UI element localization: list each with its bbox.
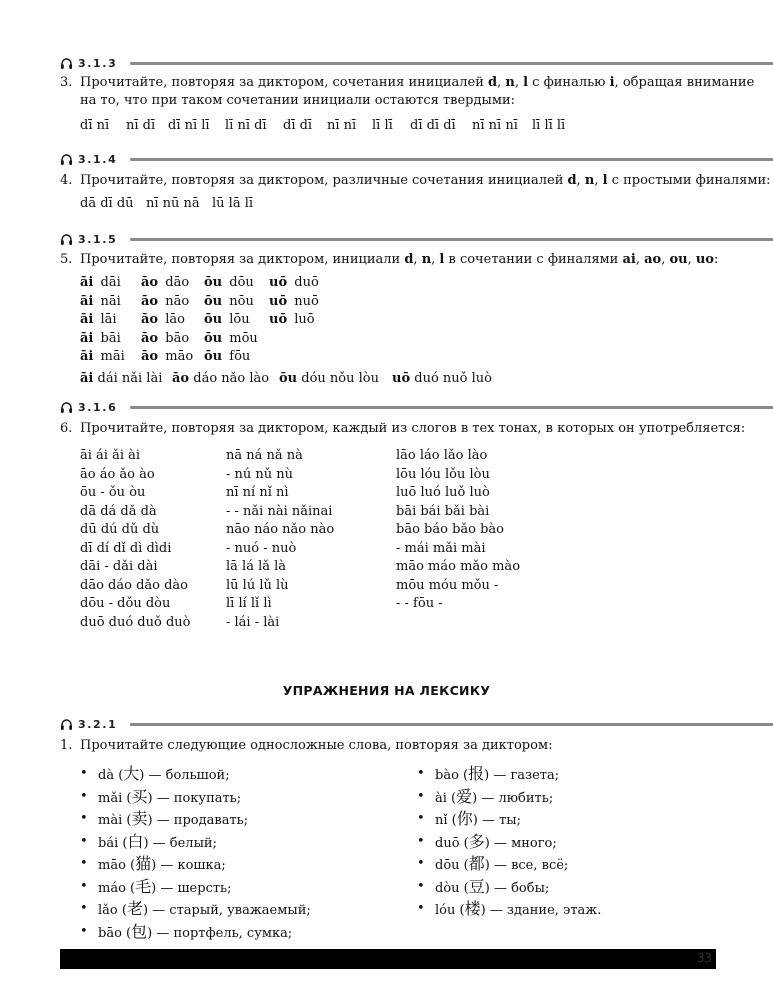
syllable: dī nī (80, 118, 110, 133)
tones-column-3: lāo láo lǎo lào lōu lóu lǒu lòu luō luó luǒ luò bāi bái bǎi bài bāo báo bǎo bào - mái mǎi mài māo máo mǎo mào mōu móu mǒu - - - fōu - (396, 448, 521, 611)
instruction-3: 3. Прочитайте, повторяя за диктором, сочетания инициалей d, n, l с финалью i, обращая внимание на то, что при таком сочетании инициали остаются твердыми: (60, 75, 755, 108)
syllable: nī dī (126, 118, 156, 133)
syllable: nī nī nī (472, 118, 518, 133)
section-rule (130, 406, 773, 409)
syllable: dī dī dī (410, 118, 456, 133)
exercise-number: 4. (60, 173, 73, 188)
tones-column-1: āi ái ǎi ài āo áo ǎo ào ōu - ǒu òu dā dá dǎ dà dū dú dǔ dù dī dí dǐ dì dìdi dāi - dǎi dài dāo dáo dǎo dào dōu - dǒu dòu duō duó duǒ duò (80, 448, 191, 630)
instruction-4: 4. Прочитайте, повторяя за диктором, различные сочетания инициалей d, n, l с простыми финалями: (60, 173, 771, 188)
list-item: • duō (多) — много; (417, 832, 601, 855)
finals-table-ou: ōu dōu ōu nōu ōu lōu ōu mōu ōu fōu (204, 275, 258, 364)
list-item: • ài (爱) — любить; (417, 787, 601, 810)
finals-table-uo: uō duō uō nuō uō luō (269, 275, 319, 327)
vocab-list-left (80, 764, 311, 944)
finals-summary-row: āi dái nǎi lài āo dáo nǎo lào ōu dóu nǒu lòu uō duó nuǒ luò (80, 371, 492, 386)
section-header-3-1-5 (60, 231, 117, 247)
section-header-3-1-4 (60, 151, 117, 167)
syllable: dā dī dū (80, 196, 134, 211)
list-item: • lǎo (老) — старый, уважаемый; (80, 899, 311, 922)
instruction-6: 6. Прочитайте, повторяя за диктором, каждый из слогов в тех тонах, в которых он употребляется: (60, 421, 746, 436)
syllable: dī dī (283, 118, 313, 133)
section-number: 3.1.5 (78, 232, 118, 246)
section-rule (130, 723, 773, 726)
list-item: • nǐ (你) — ты; (417, 809, 601, 832)
instruction-vocab: 1. Прочитайте следующие односложные слова, повторяя за диктором: (60, 738, 553, 753)
section-header-3-2-1 (60, 716, 117, 732)
syllable: dī nī lī (168, 118, 210, 133)
syllable: nī nū nā (146, 196, 200, 211)
syllable: lī nī dī (225, 118, 267, 133)
finals-table-ai: āi dāi āi nāi āi lāi āi bāi āi māi (80, 275, 125, 364)
tones-column-2: nā ná nǎ nà - nú nǔ nù nī ní nǐ nì - - nǎi nài nǎinai nāo náo nǎo nào - nuó - nuò lā lá lǎ là lū lú lǔ lù lī lí lǐ lì - lái - lài (226, 448, 335, 630)
list-item: • lóu (楼) — здание, этаж. (417, 899, 601, 922)
section-header-3-1-6 (60, 399, 117, 415)
footer-bar (60, 949, 716, 969)
vocab-heading: УПРАЖНЕНИЯ НА ЛЕКСИКУ (282, 683, 491, 698)
syllable: lī lī (372, 118, 393, 133)
section-number: 3.1.4 (78, 152, 118, 166)
section-number: 3.1.3 (78, 56, 118, 70)
section-rule (130, 158, 773, 161)
section-rule (130, 62, 773, 65)
syllable: lū lā lī (212, 196, 254, 211)
list-item: • mài (卖) — продавать; (80, 809, 311, 832)
list-item: • mǎi (买) — покупать; (80, 787, 311, 810)
section-number: 3.1.6 (78, 400, 118, 414)
vocab-list-right (417, 764, 601, 922)
exercise-number: 3. (60, 75, 73, 90)
list-item: • dà (大) — большой; (80, 764, 311, 787)
list-item: • māo (猫) — кошка; (80, 854, 311, 877)
syllable: nī nī (327, 118, 357, 133)
list-item: • dòu (豆) — бобы; (417, 877, 601, 900)
page-number: 33 (696, 951, 712, 965)
syllable-row (80, 196, 253, 211)
list-item: • bāo (包) — портфель, сумка; (80, 922, 311, 945)
headphones-icon[interactable] (60, 233, 73, 246)
headphones-icon[interactable] (60, 401, 73, 414)
exercise-number: 5. (60, 252, 73, 267)
headphones-icon[interactable] (60, 153, 73, 166)
list-item: • bái (白) — белый; (80, 832, 311, 855)
section-rule (130, 238, 773, 241)
list-item: • bào (报) — газета; (417, 764, 601, 787)
list-item: • dōu (都) — все, всё; (417, 854, 601, 877)
syllable: lī lī lī (532, 118, 566, 133)
headphones-icon[interactable] (60, 57, 73, 70)
syllable-row (80, 118, 565, 133)
section-number: 3.2.1 (78, 717, 118, 731)
finals-table-ao: āo dāo āo nāo āo lāo āo bāo āo māo (141, 275, 194, 364)
instruction-5: 5. Прочитайте, повторяя за диктором, инициали d, n, l в сочетании с финалями ai, ao, ou, uo: (60, 252, 719, 267)
headphones-icon[interactable] (60, 718, 73, 731)
exercise-number: 6. (60, 421, 73, 436)
section-header-3-1-3 (60, 55, 117, 71)
exercise-number: 1. (60, 738, 73, 753)
list-item: • máo (毛) — шерсть; (80, 877, 311, 900)
